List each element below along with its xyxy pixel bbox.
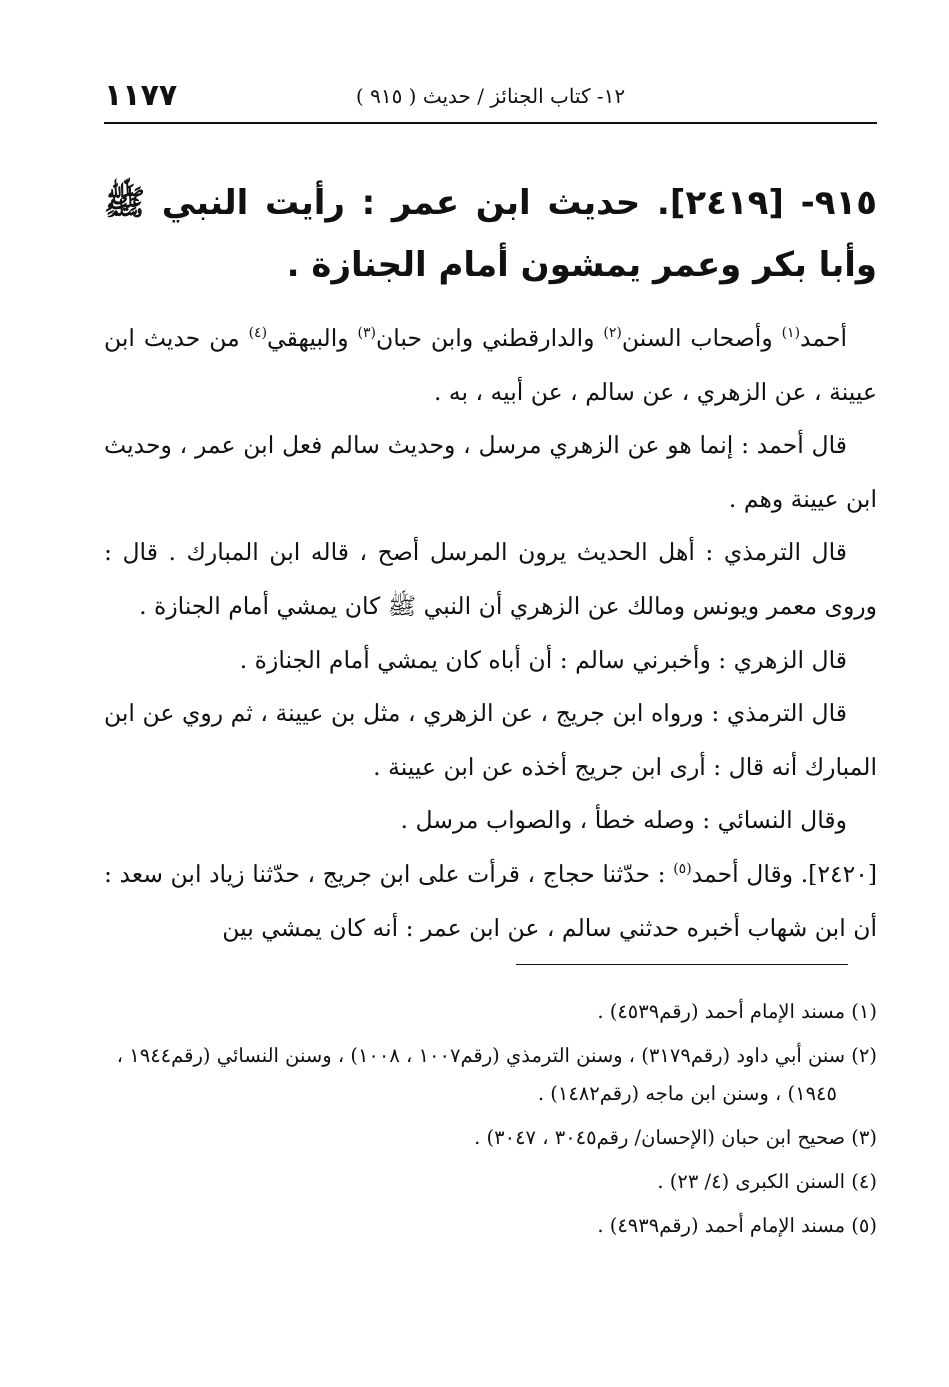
paragraph-tirmidhi-2: قال الترمذي : ورواه ابن جريج ، عن الزهري ، مثل بن عيينة ، ثم روي عن ابن المبارك أنه قال : أرى ابن جريج أخذه عن ابن عيينة . — [104, 699, 877, 781]
text-span: والدارقطني وابن حبان — [375, 324, 604, 352]
footnotes — [104, 993, 877, 1251]
commentary-body — [104, 312, 877, 955]
footnote-separator — [516, 964, 848, 965]
paragraph-2420 — [104, 848, 877, 955]
text-span: من حديث ابن عيينة ، عن الزهري ، عن سالم ، عن أبيه ، به . — [104, 324, 877, 406]
text-span: [٢٤٢٠]. وقال أحمد — [691, 859, 878, 888]
header-rule — [104, 122, 877, 124]
footnote-1: (١) مسند الإمام أحمد (رقم٤٥٣٩) . — [597, 1000, 877, 1023]
footnote-ref-5: (٥) — [673, 861, 692, 878]
hadith-heading: ٩١٥- [٢٤١٩]. حديث ابن عمر : رأيت النبي ﷺ وأبا بكر وعمر يمشون أمام الجنازة . — [104, 183, 877, 285]
footnote-ref-4: (٤) — [248, 325, 268, 342]
paragraph-tirmidhi-1: قال الترمذي : أهل الحديث يرون المرسل أصح ، قاله ابن المبارك . قال : وروى معمر ويونس ومالك عن الزهري أن النبي ﷺ كان يمشي أمام الجنازة . — [104, 538, 877, 620]
footnote-ref-1: (١) — [781, 325, 801, 342]
footnote-4: (٤) السنن الكبرى (٤/ ٢٣) . — [657, 1170, 877, 1193]
footnote-2: (٢) سنن أبي داود (رقم٣١٧٩) ، وسنن الترمذي (رقم١٠٠٧ ، ١٠٠٨) ، وسنن النسائي (رقم١٩٤٤ ، ١٩٤٥) ، وسنن ابن ماجه (رقم١٤٨٢) . — [116, 1044, 877, 1105]
text-span: والبيهقي — [267, 324, 358, 352]
text-span: وأصحاب السنن — [621, 324, 782, 352]
text-span: : حدّثنا حجاج ، قرأت على ابن جريج ، حدّثنا زياد ابن سعد : أن ابن شهاب أخبره حدثني سالم ، عن ابن عمر : أنه كان يمشي بين — [104, 859, 877, 942]
paragraph-sources — [104, 312, 877, 419]
running-title: ١٢- كتاب الجنائز / حديث ( ٩١٥ ) — [355, 84, 626, 108]
text-span: أحمد — [800, 324, 848, 352]
footnote-3: (٣) صحيح ابن حبان (الإحسان/ رقم٣٠٤٥ ، ٣٠٤٧) . — [474, 1126, 877, 1149]
footnote-ref-3: (٣) — [357, 325, 376, 342]
page-number: ١١٧٧ — [104, 78, 178, 113]
paragraph-zuhri: قال الزهري : وأخبرني سالم : أن أباه كان يمشي أمام الجنازة . — [239, 645, 847, 674]
paragraph-ahmad: قال أحمد : إنما هو عن الزهري مرسل ، وحديث سالم فعل ابن عمر ، وحديث ابن عيينة وهم . — [104, 431, 877, 513]
paragraph-nasai: وقال النسائي : وصله خطأ ، والصواب مرسل . — [400, 806, 847, 835]
footnote-ref-2: (٢) — [603, 325, 622, 342]
footnote-5: (٥) مسند الإمام أحمد (رقم٤٩٣٩) . — [597, 1214, 877, 1237]
page-header — [104, 78, 877, 122]
